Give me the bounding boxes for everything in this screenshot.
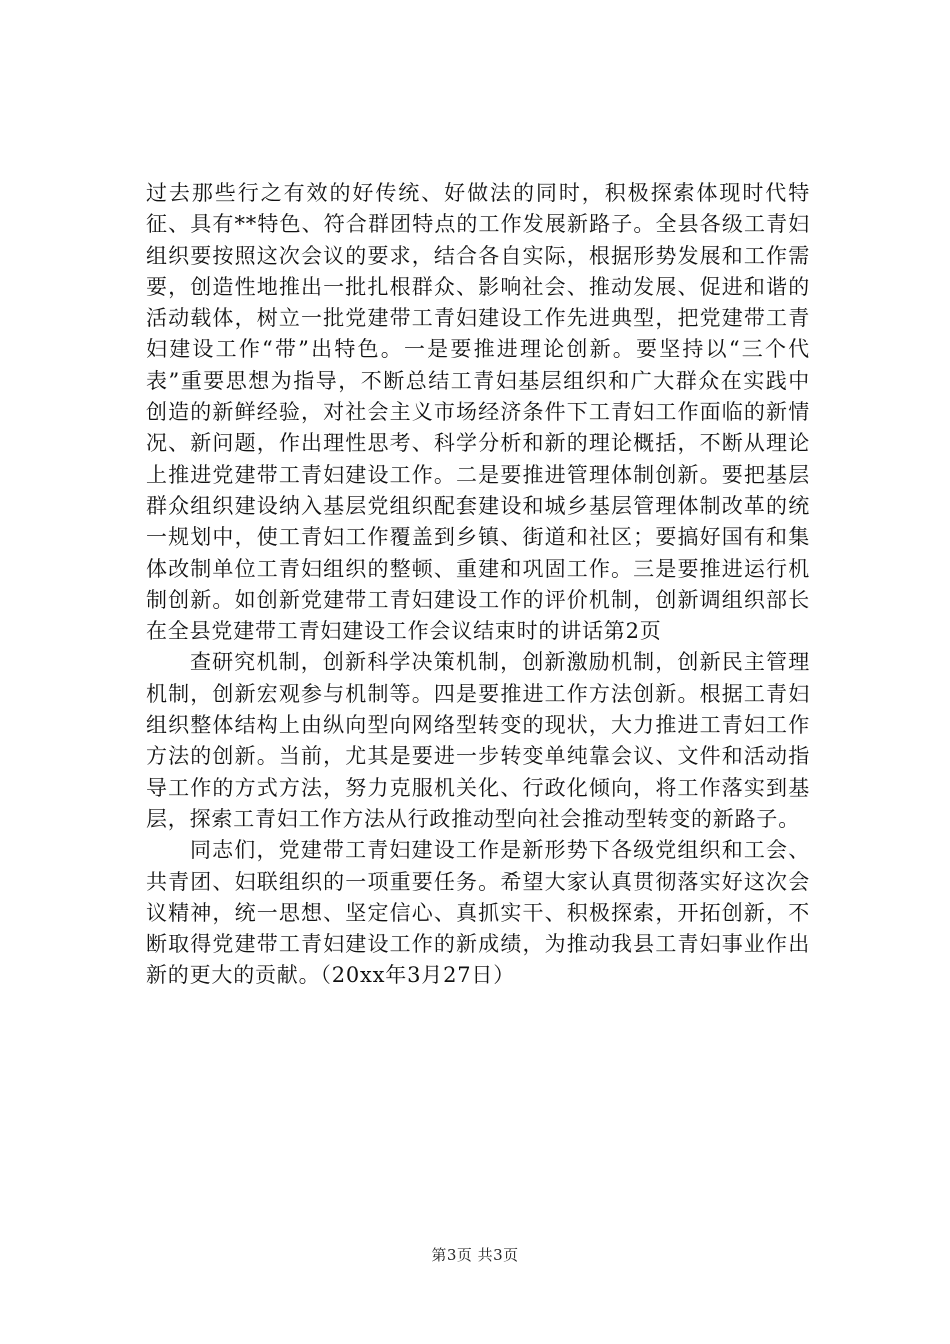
paragraph: 同志们，党建带工青妇建设工作是新形势下各级党组织和工会、共青团、妇联组织的一项重要任务。希望大家认真贯彻落实好这次会议精神，统一思想、坚定信心、真抓实干、积极探索，开拓创新，不断取得党建带工青妇建设工作的新成绩，为推动我县工青妇事业作出新的更大的贡献。（20xx年3月27日） (146, 838, 810, 988)
document-body (146, 178, 810, 992)
paragraph-continued: 过去那些行之有效的好传统、好做法的同时，积极探索体现时代特征、具有**特色、符合群团特点的工作发展新路子。全县各级工青妇组织要按照这次会议的要求，结合各自实际，根据形势发展和工作需要，创造性地推出一批扎根群众、影响社会、推动发展、促进和谐的活动载体，树立一批党建带工青妇建设工作先进典型，把党建带工青妇建设工作“带”出特色。一是要推进理论创新。要坚持以“三个代表”重要思想为指导，不断总结工青妇基层组织和广大群众在实践中创造的新鲜经验，对社会主义市场经济条件下工青妇工作面临的新情况、新问题，作出理性思考、科学分析和新的理论概括，不断从理论上推进党建带工青妇建设工作。二是要推进管理体制创新。要把基层群众组织建设纳入基层党组织配套建设和城乡基层管理体制改革的统一规划中，使工青妇工作覆盖到乡镇、街道和社区；要搞好国有和集体改制单位工青妇组织的整顿、重建和巩固工作。三是要推进运行机制创新。如创新党建带工青妇建设工作的评价机制，创新调组织部长在全县党建带工青妇建设工作会议结束时的讲话第2页 (146, 181, 810, 644)
page-footer: 第3页 共3页 (431, 1246, 519, 1264)
paragraph: 查研究机制，创新科学决策机制，创新激励机制，创新民主管理机制，创新宏观参与机制等。四是要推进工作方法创新。根据工青妇组织整体结构上由纵向型向网络型转变的现状，大力推进工青妇工作方法的创新。当前，尤其是要进一步转变单纯靠会议、文件和活动指导工作的方式方法，努力克服机关化、行政化倾向，将工作落实到基层，探索工青妇工作方法从行政推动型向社会推动型转变的新路子。 (146, 650, 810, 831)
